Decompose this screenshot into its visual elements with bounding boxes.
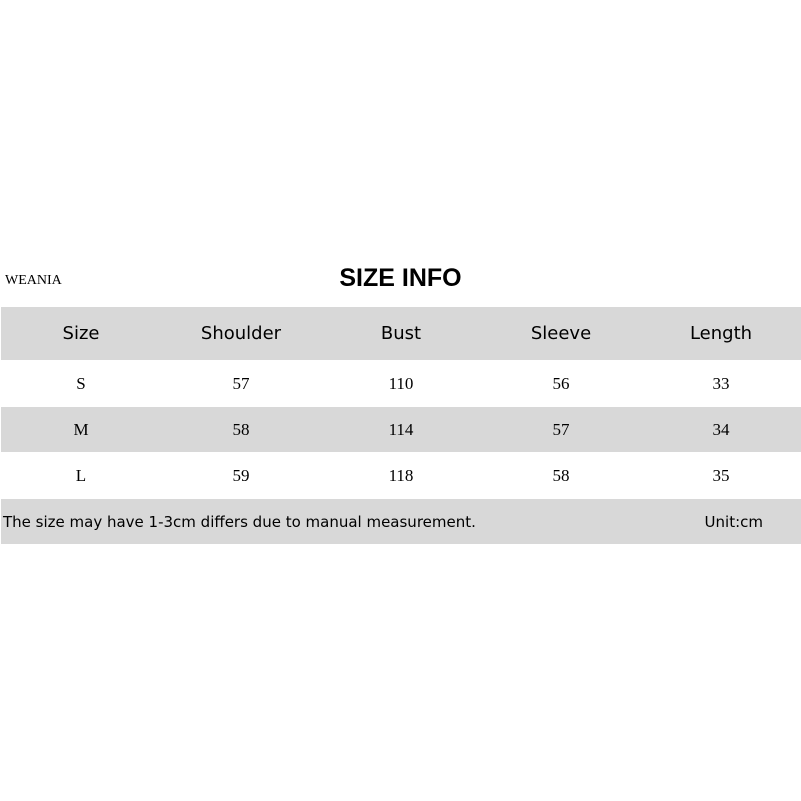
column-header-shoulder: Shoulder — [200, 323, 282, 344]
unit-label: Unit:cm — [704, 512, 763, 531]
measurement-note: The size may have 1-3cm differs due to manual measurement. — [3, 512, 476, 531]
brand-logo: WEANIA — [5, 273, 62, 288]
page-title: SIZE INFO — [339, 264, 462, 292]
cell-sleeve: 58 — [552, 465, 570, 485]
cell-size: S — [76, 373, 86, 393]
cell-length: 34 — [712, 419, 730, 439]
table-header — [1, 307, 801, 360]
cell-bust: 118 — [388, 465, 414, 485]
cell-length: 33 — [712, 373, 730, 393]
column-header-length: Length — [689, 323, 753, 344]
table-row — [1, 361, 801, 406]
cell-sleeve: 57 — [552, 419, 570, 439]
cell-shoulder: 58 — [232, 419, 250, 439]
table-footer — [1, 499, 801, 544]
table-row — [1, 407, 801, 452]
cell-length: 35 — [712, 465, 730, 485]
column-header-size: Size — [62, 323, 100, 344]
column-header-sleeve: Sleeve — [530, 323, 592, 344]
cell-size: L — [75, 465, 87, 485]
cell-sleeve: 56 — [552, 373, 570, 393]
cell-bust: 114 — [388, 419, 414, 439]
cell-shoulder: 59 — [232, 465, 250, 485]
cell-size: M — [73, 419, 89, 439]
table-row — [1, 453, 801, 498]
cell-shoulder: 57 — [232, 373, 250, 393]
cell-bust: 110 — [388, 373, 414, 393]
column-header-bust: Bust — [380, 323, 422, 344]
